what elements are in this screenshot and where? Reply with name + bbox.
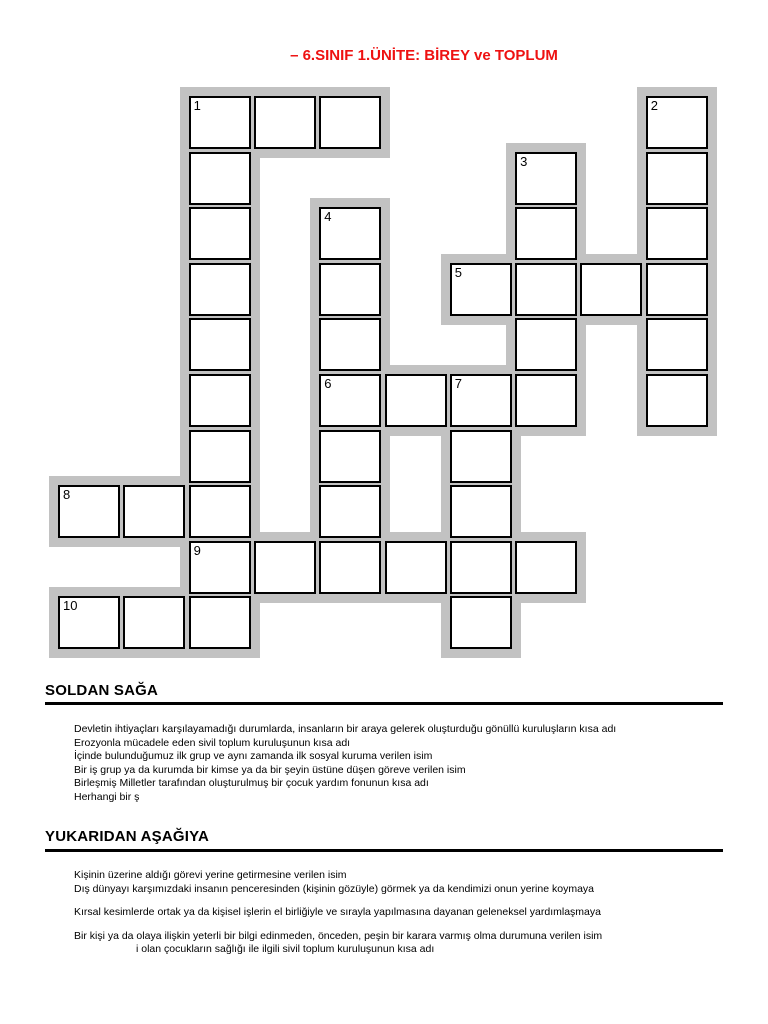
clue-number: 7 <box>454 376 463 391</box>
across-clue: Birleşmiş Milletler tarafından oluşturulmuş bir çocuk yardım fonunun kısa adı <box>74 777 429 789</box>
clue-number: 4 <box>324 209 332 225</box>
crossword-cell[interactable] <box>319 430 381 483</box>
crossword-cell[interactable] <box>189 596 251 649</box>
crossword-cell[interactable] <box>450 541 512 594</box>
crossword-cell[interactable] <box>450 263 512 316</box>
crossword-cell[interactable] <box>646 152 708 205</box>
clue-number: 5 <box>454 264 463 280</box>
crossword-cell[interactable] <box>189 207 251 260</box>
crossword-cell[interactable] <box>319 374 381 427</box>
crossword-cell[interactable] <box>58 596 120 649</box>
crossword-cell[interactable] <box>515 318 577 371</box>
crossword-cell[interactable] <box>319 96 381 149</box>
crossword-cell[interactable] <box>319 485 381 538</box>
crossword-cell[interactable] <box>450 485 512 538</box>
across-clue: İçinde bulunduğumuz ilk grup ve aynı zamanda ilk sosyal kuruma verilen isim <box>74 750 433 762</box>
crossword-cell[interactable] <box>450 374 512 427</box>
across-divider <box>45 702 723 705</box>
down-clue: i olan çocukların sağlığı ile ilgili sivil toplum kuruluşunun kısa adı <box>136 943 435 955</box>
crossword-cell[interactable] <box>515 541 577 594</box>
down-clue: Kişinin üzerine aldığı görevi yerine getirmesine verilen isim <box>74 869 347 881</box>
crossword-cell[interactable] <box>58 485 120 538</box>
across-clue: Herhangi bir ş <box>74 790 140 803</box>
crossword-cell[interactable] <box>254 541 316 594</box>
across-clue: Bir iş grup ya da kurumda bir kimse ya da bir şeyin üstüne düşen göreve verilen isim <box>74 763 466 776</box>
down-clue: Bir kişi ya da olaya ilişkin yeterli bir bilgi edinmeden, önceden, peşin bir karara varmış olma durumuna verilen isim <box>74 929 603 942</box>
crossword-cell[interactable] <box>515 374 577 427</box>
page-title: – 6.SINIF 1.ÜNİTE: BİREY ve TOPLUM <box>290 47 558 64</box>
crossword-cell[interactable] <box>646 263 708 316</box>
crossword-cell[interactable] <box>385 374 447 427</box>
crossword-cell[interactable] <box>319 207 381 260</box>
crossword-cell[interactable] <box>254 96 316 149</box>
crossword-cell[interactable] <box>385 541 447 594</box>
crossword-cell[interactable] <box>319 263 381 316</box>
clue-number: 2 <box>650 98 658 113</box>
clue-number: 1 <box>193 98 201 113</box>
clue-number: 9 <box>193 542 201 558</box>
crossword-cell[interactable] <box>319 541 381 594</box>
down-divider <box>45 849 723 852</box>
crossword-cell[interactable] <box>189 263 251 316</box>
down-clue-list <box>74 869 724 957</box>
clue-number: 10 <box>63 598 78 614</box>
across-clue-list <box>74 723 724 804</box>
crossword-cell[interactable] <box>319 318 381 371</box>
crossword-cell[interactable] <box>515 207 577 260</box>
clue-number: 3 <box>520 153 528 169</box>
crossword-cell[interactable] <box>515 152 577 205</box>
crossword-cell[interactable] <box>646 374 708 427</box>
down-clue: Dış dünyayı karşımızdaki insanın penceresinden (kişinin gözüyle) görmek ya da kendimizi onun yerine koymaya <box>74 882 595 895</box>
crossword-cell[interactable] <box>646 96 708 149</box>
clue-number: 6 <box>324 376 332 391</box>
crossword-cell[interactable] <box>450 430 512 483</box>
across-heading: SOLDAN SAĞA <box>45 682 159 699</box>
crossword-cell[interactable] <box>189 374 251 427</box>
clue-number: 8 <box>63 487 71 503</box>
crossword-cell[interactable] <box>189 485 251 538</box>
crossword-cell[interactable] <box>123 596 185 649</box>
crossword-cell[interactable] <box>646 318 708 371</box>
crossword-cell[interactable] <box>189 318 251 371</box>
crossword-cell[interactable] <box>189 430 251 483</box>
crossword-cell[interactable] <box>450 596 512 649</box>
crossword-cell[interactable] <box>189 96 251 149</box>
down-clue: Kırsal kesimlerde ortak ya da kişisel işlerin el birliğiyle ve sırayla yapılmasına dayanan geleneksel yardımlaşmaya <box>74 906 601 918</box>
down-heading: YUKARIDAN AŞAĞIYA <box>45 828 209 845</box>
crossword-cell[interactable] <box>123 485 185 538</box>
crossword-cell[interactable] <box>580 263 642 316</box>
across-clue: Erozyonla mücadele eden sivil toplum kuruluşunun kısa adı <box>74 736 351 749</box>
crossword-cell[interactable] <box>189 152 251 205</box>
across-clue: Devletin ihtiyaçları karşılayamadığı durumlarda, insanların bir araya gelerek oluşturduğu gönüllü kuruluşların kısa adı <box>74 723 617 735</box>
crossword-cell[interactable] <box>515 263 577 316</box>
crossword-cell[interactable] <box>189 541 251 594</box>
crossword-cell[interactable] <box>646 207 708 260</box>
